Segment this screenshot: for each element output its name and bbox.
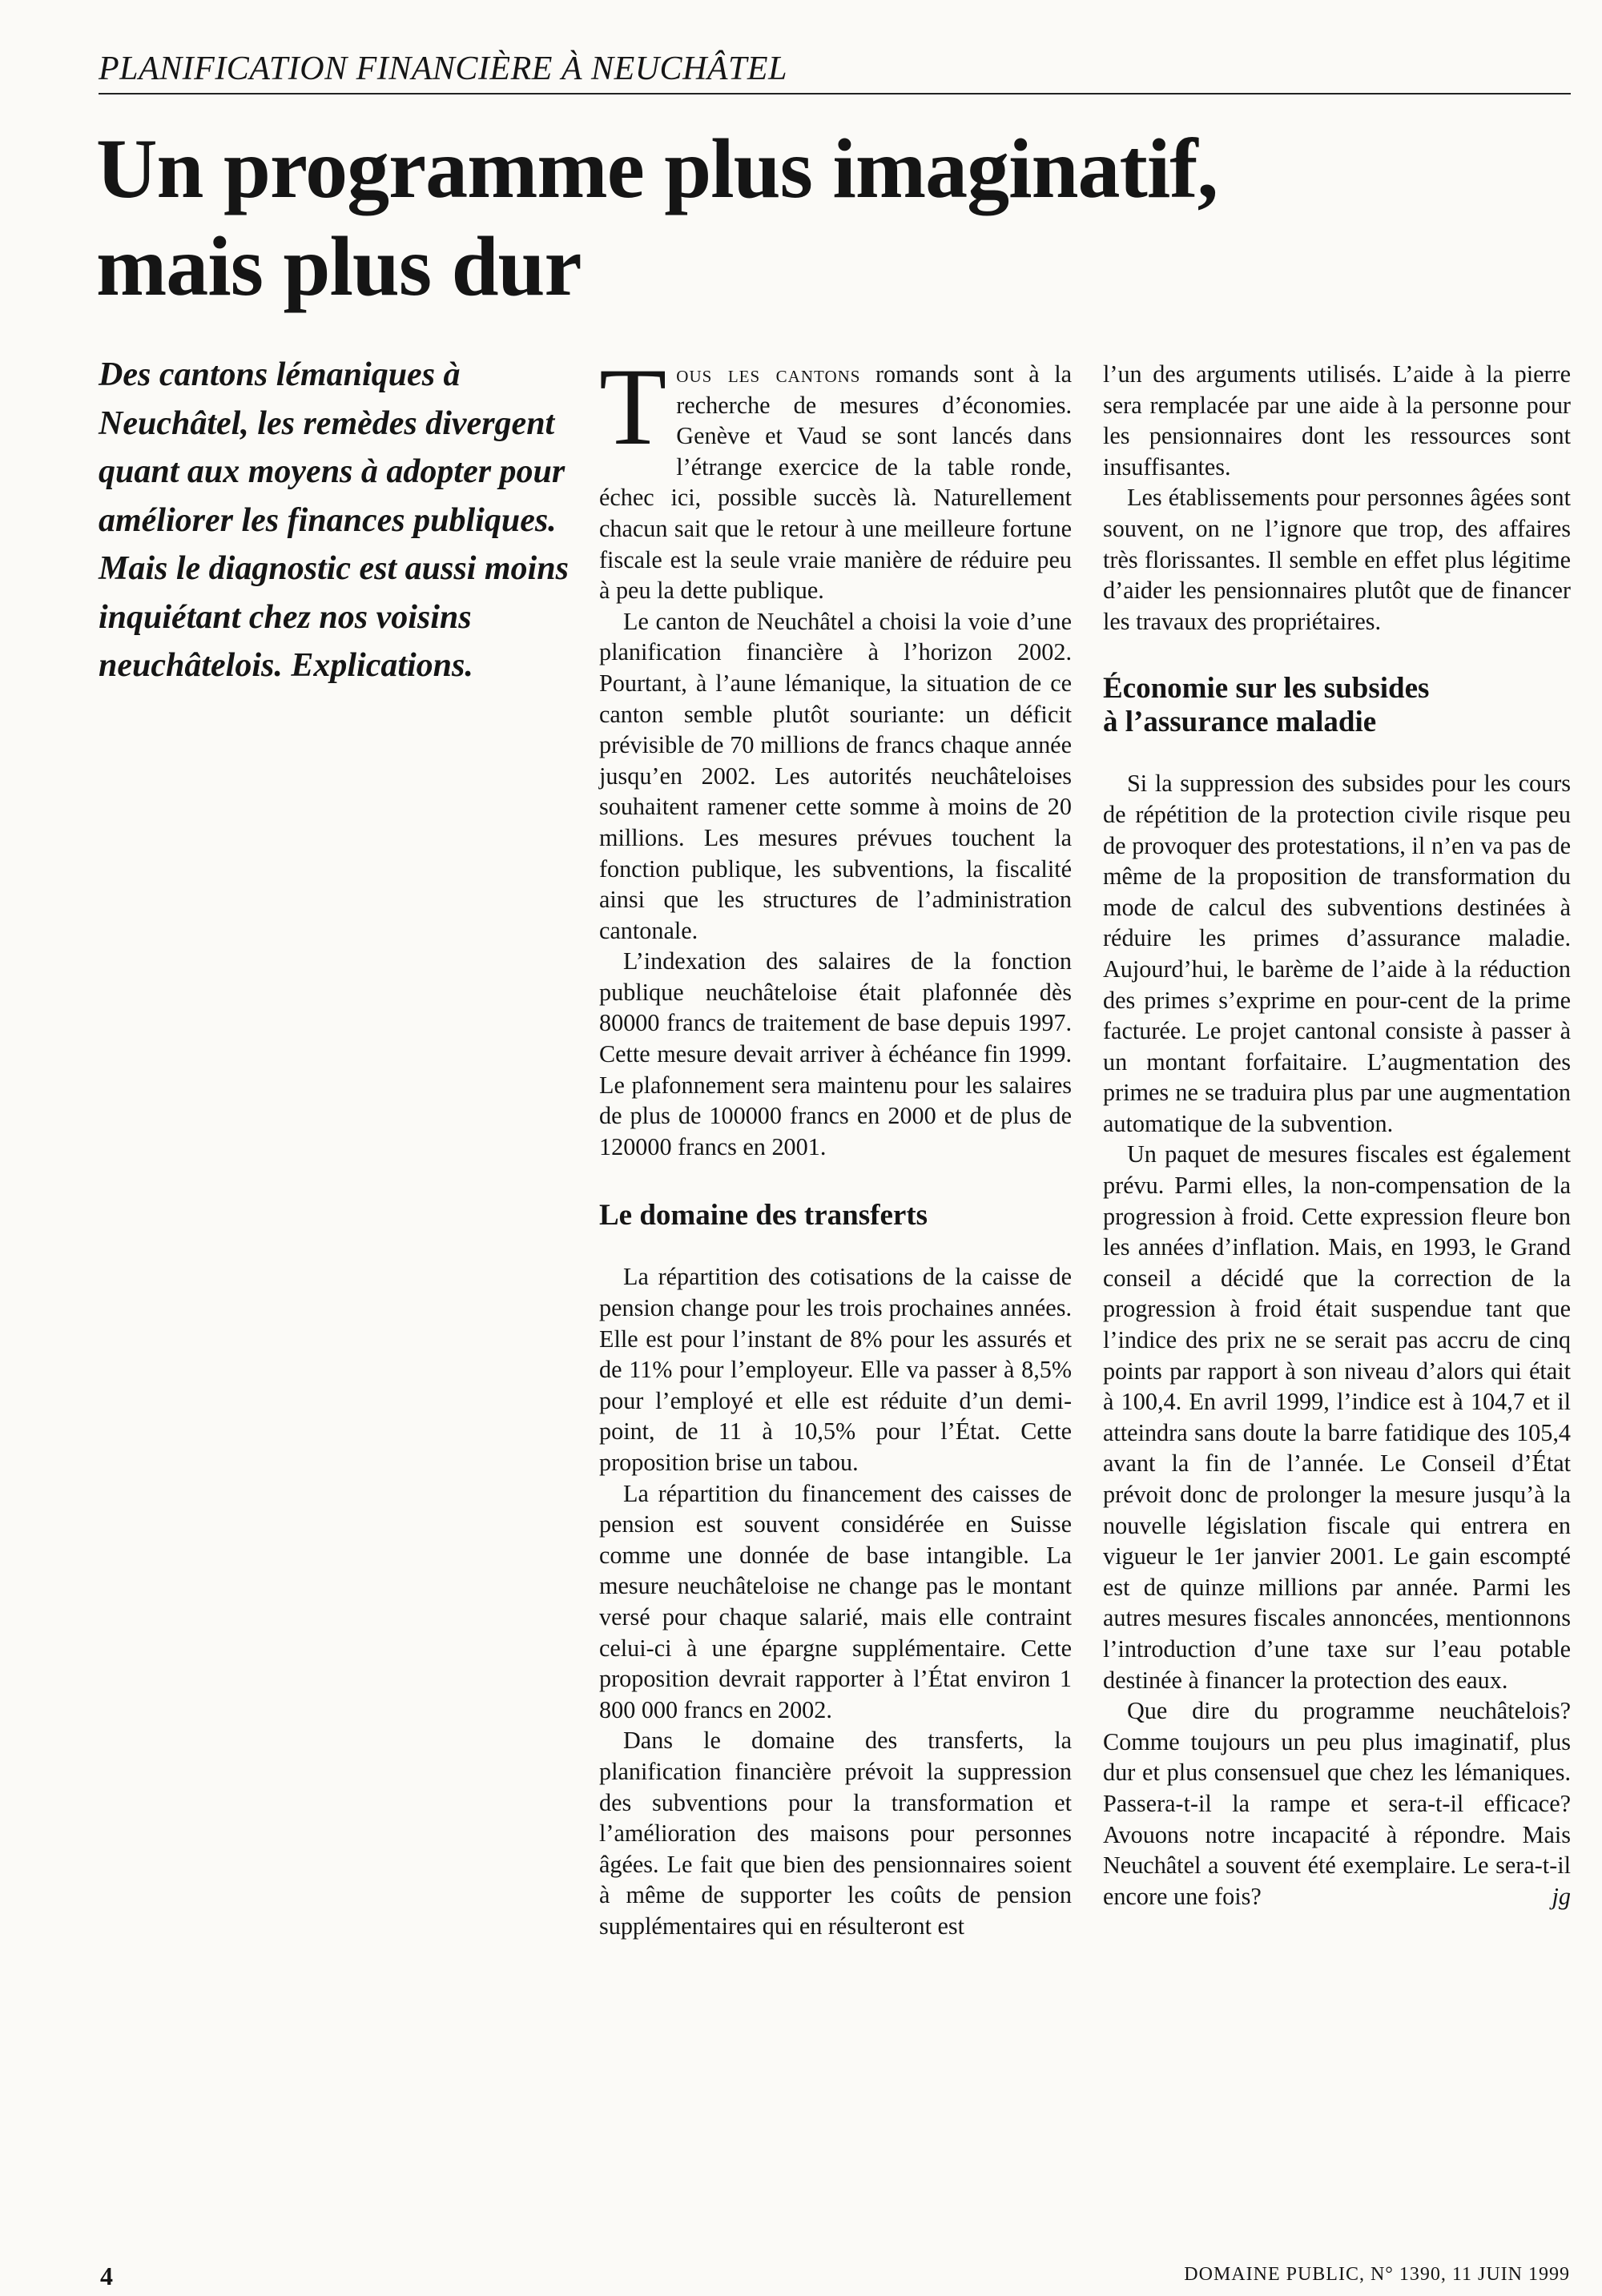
body-paragraph-6-continued: l’un des arguments utilisés. L’aide à la pierre sera remplacée par une aide à la personne pour les pensionnaires dont les ressources sont insuffisantes. [1103, 360, 1571, 481]
lede-paragraph-1: Des cantons lémaniques à Neuchâtel, les remèdes divergent quant aux moyens à adopter pour améliorer les finances publiques. [99, 356, 566, 539]
body-paragraph-5: La répartition du financement des caisses de pension est souvent considérée en Suisse comme une donnée de base intangible. La mesure neuchâteloise ne change pas le montant versé pour chaque salarié, mais elle contraint celui-ci à une épargne supplémentaire. Cette proposition devrait rapporter à l’État environ 1 800 000 francs en 2002. [599, 1479, 1072, 1723]
publication-footer: DOMAINE PUBLIC, N° 1390, 11 JUIN 1999 [1184, 2264, 1570, 2285]
subheading-line-1: Économie sur les subsides [1103, 672, 1430, 706]
lede-paragraph-2: Mais le diagnostic est aussi moins inquiétant chez nos voisins neuchâtelois. Explications. [99, 550, 569, 684]
body-paragraph-6: Dans le domaine des transferts, la planification financière prévoit la suppression des subventions pour la transformation et l’amélioration des maisons pour personnes âgées. Le fait que bien des pensionnaires soient à même de supporter les coûts de pension supplémentaires qui en résulteront est [599, 1727, 1072, 1940]
body-paragraph-1 [599, 345, 1072, 606]
headline-line-2: mais plus dur [96, 219, 582, 313]
body-paragraph-9: Un paquet de mesures fiscales est également prévu. Parmi elles, la non-compensation de la progression à froid. Cette expression fleure bon les années d’inflation. Mais, en 1993, le Grand conseil a décidé que la correction de la progression à froid était suspendue tant que l’indice des prix ne se serait pas accru de cinq points par rapport à son niveau d’alors qui était à 100,4. En avril 1999, l’indice est à 104,7 et il atteindra sans doute la barre fatidique des 105,4 avant la fin de l’année. Le Conseil d’État prévoit donc de prolonger la mesure jusqu’à la nouvelle législation fiscale qui entrera en vigueur le 1er janvier 2001. Le gain escompté est de quinze millions par année. Parmi les autres mesures fiscales annoncées, mentionnons l’introduction d’une taxe sur l’eau potable destinée à financer la protection des eaux. [1103, 1140, 1571, 1694]
subheading-transferts: Le domaine des transferts [599, 1199, 928, 1232]
article-lede [99, 351, 579, 690]
body-paragraph-10 [1103, 1695, 1571, 1912]
author-signature: jg [1552, 1882, 1571, 1910]
subheading-line-2: à l’assurance maladie [1103, 706, 1377, 739]
body-paragraph-3: L’indexation des salaires de la fonction publique neuchâteloise était plafonnée dès 80000 francs de traitement de base depuis 1997. Cette mesure devait arriver à échéance fin 1999. Le plafonnement sera maintenu pour les salaires de plus de 100000 francs en 2000 et de plus de 120000 francs en 2001. [599, 947, 1072, 1160]
body-column-1 [599, 345, 1072, 1942]
lead-in-smallcaps: ous les cantons [676, 360, 861, 388]
body-column-2 [1103, 359, 1571, 1912]
body-paragraph-4: La répartition des cotisations de la caisse de pension change pour les trois prochaines années. Elle est pour l’instant de 8% pour les assurés et de 11% pour l’employeur. Elle va passer à 8,5% pour l’employé et elle est réduite d’un demi-point, de 11 à 10,5% pour l’État. Cette proposition brise un tabou. [599, 1263, 1072, 1476]
body-paragraph-8: Si la suppression des subsides pour les cours de répétition de la protection civile risque peu de provoquer des protestations, il n’en va pas de même de la proposition de transformation du mode de calcul des subventions destinées à réduire les primes d’assurance maladie. Aujourd’hui, le barème de l’aide à la réduction des primes s’exprime en pour-cent de la prime facturée. Le projet cantonal consiste à passer à un montant forfaitaire. L’augmentation des primes ne se traduira plus par une augmentation automatique de la subvention. [1103, 770, 1571, 1137]
body-paragraph-2: Le canton de Neuchâtel a choisi la voie d’une planification financière à l’horizon 2002. Pourtant, à l’aune lémanique, la situation de ce canton semble plutôt souriante: un déficit prévisible de 70 millions de francs chaque année jusqu’en 2002. Les autorités neuchâteloises souhaitent ramener cette somme à moins de 20 millions. Les mesures prévues touchent la fonction publique, les subventions, la fiscalité ainsi que les structures de l’administration cantonale. [599, 607, 1072, 944]
paragraph-10-text: Que dire du programme neuchâtelois? Comme toujours un peu plus imaginatif, plus dur et plus consensuel que chez les lémaniques. Passera-t-il la rampe et sera-t-il efficace? Avouons notre incapacité à répondre. Mais Neuchâtel a souvent été exemplaire. Le sera-t-il encore une fois? [1103, 1697, 1571, 1910]
drop-cap: T [599, 345, 667, 468]
paragraph-1-text: romands sont à la recherche de mesures d’économies. Genève et Vaud se sont lancés dans l’étrange exercice de la table ronde, échec ici, possible succès là. Naturellement chacun sait que le retour à une meilleure fortune fiscale est la seule vraie manière de réduire peu à peu la dette publique. [599, 360, 1072, 605]
body-paragraph-7: Les établissements pour personnes âgées sont souvent, on ne l’ignore que trop, des affaires très florissantes. Il semble en effet plus légitime d’aider les pensionnaires plutôt que de financer les travaux des propriétaires. [1103, 484, 1571, 635]
headline-line-1: Un programme plus imaginatif, [96, 122, 1218, 215]
section-rubric: PLANIFICATION FINANCIÈRE À NEUCHÂTEL [99, 50, 1571, 94]
page-number: 4 [100, 2262, 113, 2290]
article-headline [96, 120, 1570, 316]
subheading-assurance-maladie [1103, 672, 1571, 739]
